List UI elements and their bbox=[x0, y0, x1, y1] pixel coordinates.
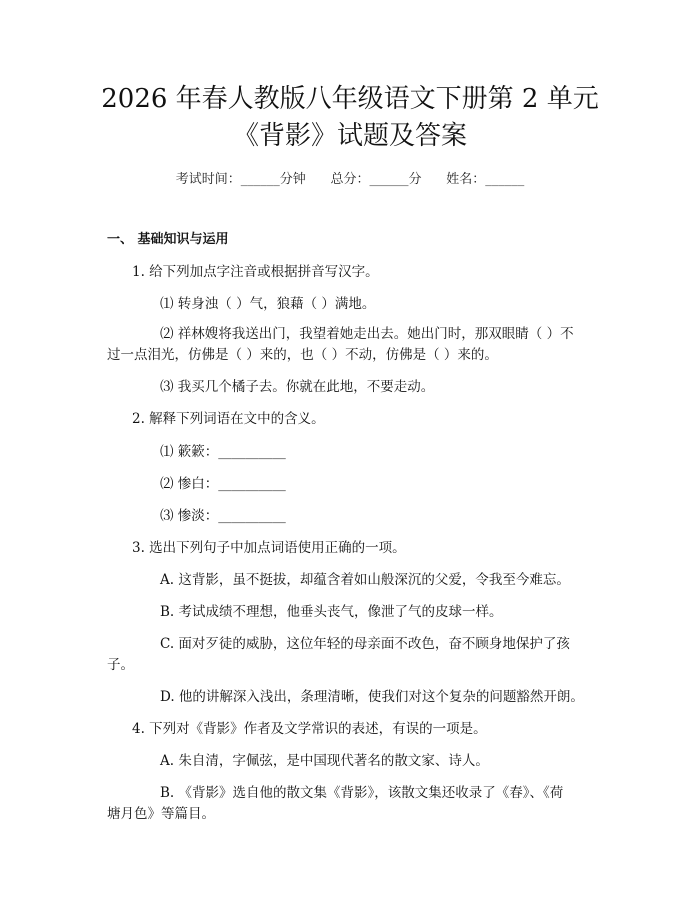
q3-option-c-line2: 子。 bbox=[107, 657, 134, 673]
page-title-line1: 2026 年春人教版八年级语文下册第 2 单元 bbox=[101, 84, 599, 114]
q2-item3: ⑶ 惨淡：__________ bbox=[160, 508, 286, 524]
page-title-line2: 《背影》试题及答案 bbox=[232, 121, 467, 151]
q4-option-a: A. 朱自清，字佩弦，是中国现代著名的散文家、诗人。 bbox=[160, 753, 489, 769]
q4-stem: 4. 下列对《背影》作者及文学常识的表述，有误的一项是。 bbox=[132, 721, 487, 737]
q4-option-b-line2: 塘月色》等篇目。 bbox=[107, 806, 215, 822]
q1-item1: ⑴ 转身浊（ ）气，狼藉（ ）满地。 bbox=[160, 296, 376, 312]
section-heading: 一、 基础知识与运用 bbox=[107, 232, 229, 247]
q4-option-b-line1: B. 《背影》选自他的散文集《背影》，该散文集还收录了《春》、《荷 bbox=[160, 785, 564, 801]
q1-stem: 1. 给下列加点字注音或根据拼音写汉字。 bbox=[132, 264, 379, 280]
q1-item3: ⑶ 我买几个橘子去。你就在此地，不要走动。 bbox=[160, 379, 435, 395]
q3-option-c-line1: C. 面对歹徒的威胁，这位年轻的母亲面不改色，奋不顾身地保护了孩 bbox=[160, 636, 570, 652]
q3-option-b: B. 考试成绩不理想，他垂头丧气，像泄了气的皮球一样。 bbox=[160, 604, 503, 620]
q3-option-a: A. 这背影，虽不挺拔，却蕴含着如山般深沉的父爱，令我至今难忘。 bbox=[160, 572, 570, 588]
q3-option-d: D. 他的讲解深入浅出，条理清晰，使我们对这个复杂的问题豁然开朗。 bbox=[160, 689, 584, 705]
q3-stem: 3. 选出下列句子中加点词语使用正确的一项。 bbox=[132, 540, 406, 556]
q2-item2: ⑵ 惨白：__________ bbox=[160, 476, 286, 492]
q1-item2-line2: 过一点泪光，仿佛是（ ）来的，也（ ）不动，仿佛是（ ）来的。 bbox=[107, 347, 498, 363]
exam-info: 考试时间：______分钟 总分：______分 姓名：______ bbox=[175, 172, 525, 187]
q2-stem: 2. 解释下列词语在文中的含义。 bbox=[132, 411, 325, 427]
q2-item1: ⑴ 簌簌：__________ bbox=[160, 444, 286, 460]
q1-item2-line1: ⑵ 祥林嫂将我送出门，我望着她走出去。她出门时，那双眼睛（ ）不 bbox=[160, 326, 574, 342]
